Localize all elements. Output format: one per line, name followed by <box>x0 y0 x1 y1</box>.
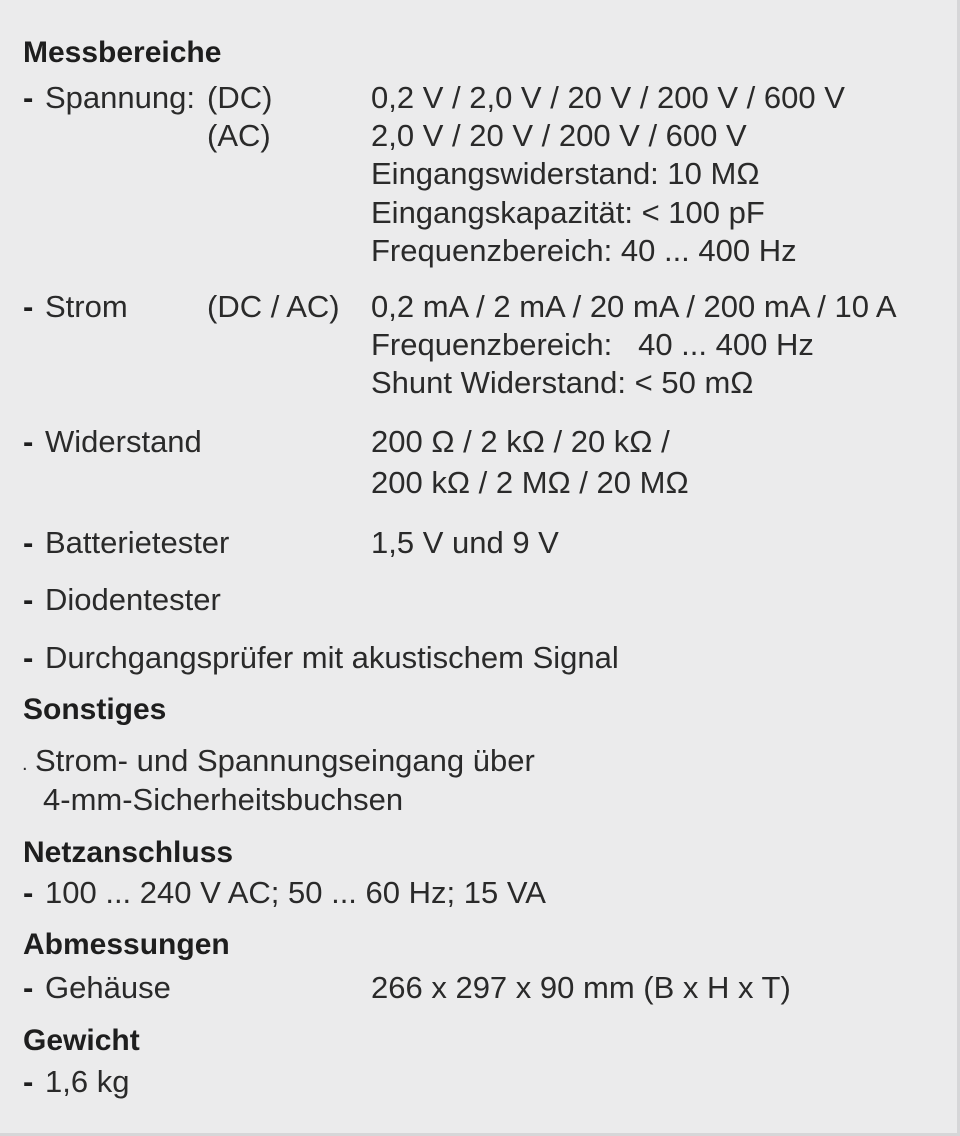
value-gewicht: 1,6 kg <box>45 1064 130 1099</box>
value-frequenzbereich-spannung: Frequenzbereich: 40 ... 400 Hz <box>371 233 797 268</box>
value-netzanschluss: 100 ... 240 V AC; 50 ... 60 Hz; 15 VA <box>45 875 546 910</box>
label-gehaeuse: Gehäuse <box>45 970 171 1005</box>
value-shunt-widerstand: Shunt Widerstand: < 50 mΩ <box>371 365 754 400</box>
value-eingangswiderstand: Eingangswiderstand: 10 MΩ <box>371 156 760 191</box>
tag-dc-ac: (DC / AC) <box>207 289 340 324</box>
bullet-widerstand: - <box>23 424 34 459</box>
bullet-gewicht: - <box>23 1064 34 1099</box>
bullet-netzanschluss: - <box>23 875 34 910</box>
tag-ac: (AC) <box>207 118 271 153</box>
bullet-durchgangspruefer: - <box>23 640 34 675</box>
label-batterietester: Batterietester <box>45 525 230 560</box>
bullet-gehaeuse: - <box>23 970 34 1005</box>
bullet-spannung: - <box>23 80 34 115</box>
heading-sonstiges: Sonstiges <box>23 693 167 726</box>
label-durchgangspruefer: Durchgangsprüfer mit akustischem Signal <box>45 640 619 675</box>
value-strom: 0,2 mA / 2 mA / 20 mA / 200 mA / 10 A <box>371 289 897 324</box>
value-spannung-ac: 2,0 V / 20 V / 200 V / 600 V <box>371 118 747 153</box>
heading-messbereiche: Messbereiche <box>23 36 222 69</box>
value-sonstiges-2: 4-mm-Sicherheitsbuchsen <box>43 782 404 817</box>
bullet-diodentester: - <box>23 582 34 617</box>
tag-dc: (DC) <box>207 80 273 115</box>
value-frequenzbereich-strom: Frequenzbereich: 40 ... 400 Hz <box>371 327 814 362</box>
value-spannung-dc: 0,2 V / 2,0 V / 20 V / 200 V / 600 V <box>371 80 845 115</box>
label-widerstand: Widerstand <box>45 424 202 459</box>
heading-abmessungen: Abmessungen <box>23 928 230 961</box>
value-eingangskapazitaet: Eingangskapazität: < 100 pF <box>371 195 765 230</box>
value-batterietester: 1,5 V und 9 V <box>371 525 559 560</box>
heading-netzanschluss: Netzanschluss <box>23 836 234 869</box>
value-widerstand-2: 200 kΩ / 2 MΩ / 20 MΩ <box>371 465 689 500</box>
value-gehaeuse: 266 x 297 x 90 mm (B x H x T) <box>371 970 791 1005</box>
label-strom: Strom <box>45 289 128 324</box>
value-widerstand-1: 200 Ω / 2 kΩ / 20 kΩ / <box>371 424 670 459</box>
bullet-strom: - <box>23 289 34 324</box>
value-sonstiges-1: Strom- und Spannungseingang über <box>35 743 535 778</box>
heading-gewicht: Gewicht <box>23 1024 140 1057</box>
bullet-sonstiges: . <box>22 753 28 775</box>
label-spannung: Spannung: <box>45 80 195 115</box>
bullet-batterietester: - <box>23 525 34 560</box>
label-diodentester: Diodentester <box>45 582 221 617</box>
